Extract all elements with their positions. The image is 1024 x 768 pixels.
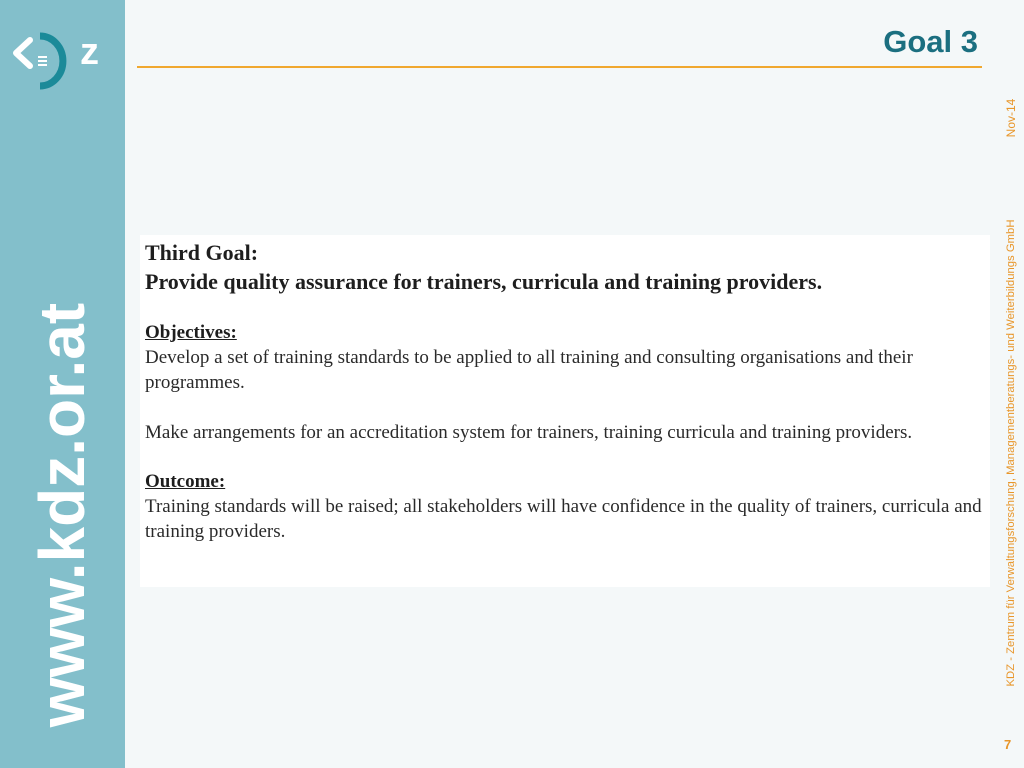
objective-item: Make arrangements for an accreditation system for trainers, training curricula and training providers. bbox=[145, 422, 913, 443]
goal-label: Third Goal: bbox=[145, 240, 259, 265]
sidebar bbox=[0, 0, 125, 768]
logo-letter: z bbox=[80, 31, 99, 73]
objective-item: Develop a set of training standards to be applied to all training and consulting organisations and their programmes. bbox=[145, 347, 913, 393]
website-url: www.kdz.or.at bbox=[26, 302, 98, 728]
side-date: Nov-14 bbox=[1004, 98, 1018, 138]
slide-title: Goal 3 bbox=[883, 24, 978, 59]
content-box bbox=[140, 235, 990, 587]
page-number: 7 bbox=[1004, 737, 1012, 752]
kdz-logo bbox=[8, 28, 108, 98]
title-divider bbox=[137, 66, 982, 68]
kdz-logo-mark-icon bbox=[8, 28, 80, 98]
content-text bbox=[145, 238, 985, 544]
objectives-heading: Objectives: bbox=[145, 322, 237, 343]
outcome-text: Training standards will be raised; all stakeholders will have confidence in the quality of trainers, curricula and training providers. bbox=[145, 496, 982, 542]
goal-text: Provide quality assurance for trainers, curricula and training providers. bbox=[145, 269, 823, 294]
side-company-name: KDZ - Zentrum für Verwaltungsforschung, Managementberatungs- und Weiterbildungs GmbH bbox=[1005, 219, 1017, 687]
outcome-heading: Outcome: bbox=[145, 471, 226, 492]
